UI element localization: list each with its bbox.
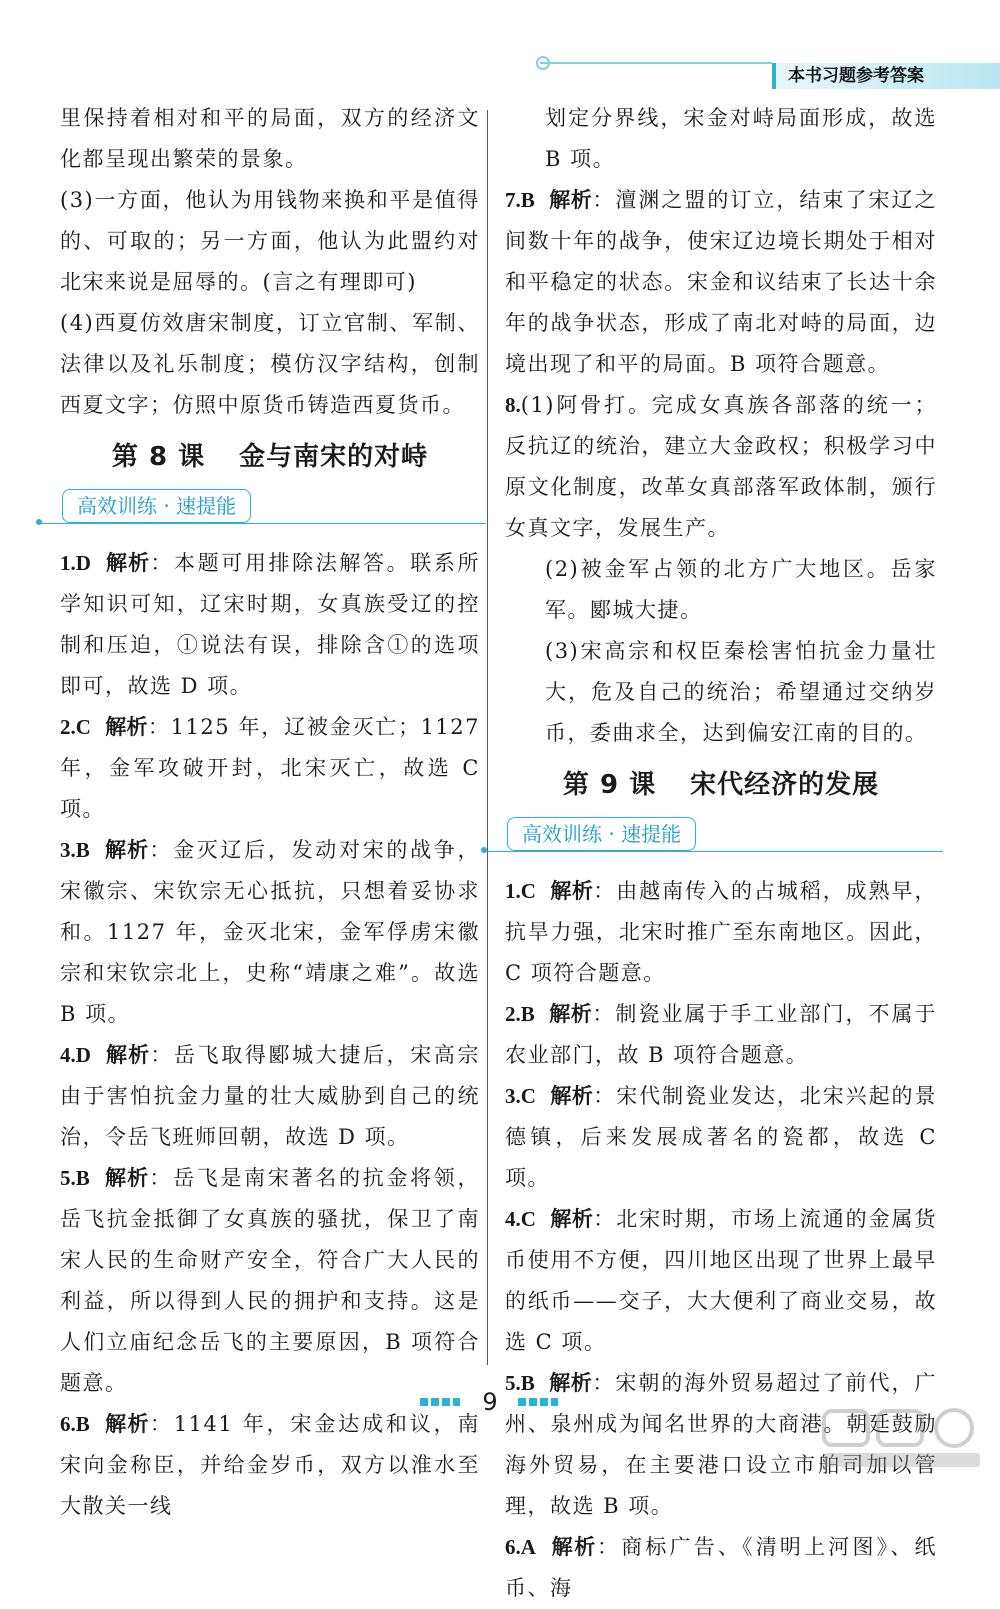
section-tag-dot: [481, 847, 487, 853]
answer-item: [60, 830, 480, 1035]
answer-item: [60, 543, 480, 707]
answer-text: ：岳飞是南宋著名的抗金将领，岳飞抗金抵御了女真族的骚扰，保卫了南宋人民的生命财产安全，符合广大人民的利益，所以得到人民的拥护和支持。这是人们立庙纪念岳飞的主要原因，B 项符合题意。: [60, 1166, 481, 1395]
answer-label: 解析: [549, 1207, 594, 1231]
right-continuation: 划定分界线，宋金对峙局面形成，故选 B 项。: [545, 106, 937, 171]
header-tag: 本书习题参考答案: [772, 63, 1000, 89]
answer-label: 解析: [103, 1166, 150, 1190]
answer-text: (1)阿骨打。完成女真族各部落的统一；反抗辽的统治，建立大金政权；积极学习中原文化制度，改革女真部落军政体制，颁行女真文字，发展生产。: [505, 393, 937, 540]
answer-number: 2.B: [505, 1002, 535, 1026]
answer-label: 解析: [548, 1371, 593, 1395]
answer-number: 3.C: [505, 1084, 536, 1108]
section-tag-label: 高效训练 · 速提能: [507, 817, 696, 851]
answer-8-part-2: (2)被金军占领的北方广大地区。岳家军。郾城大捷。: [545, 557, 937, 622]
answer-item: [60, 1404, 480, 1527]
answer-item: [505, 1199, 937, 1363]
answer-number: 6.A: [505, 1535, 536, 1559]
answer-text: ：岳飞取得郾城大捷后，宋高宗由于害怕抗金力量的壮大威胁到自己的统治，令岳飞班师回朝，故选 D 项。: [60, 1043, 480, 1149]
answer-label: 解析: [104, 551, 151, 575]
answer-label: 解析: [548, 188, 593, 212]
header-decor-line: [540, 62, 772, 64]
section-tag-lesson-8: [60, 489, 480, 529]
answer-item: [60, 1158, 480, 1404]
answer-label: 解析: [103, 1412, 150, 1436]
answer-text: ：1141 年，宋金达成和议，南宋向金称臣，并给金岁币，双方以淮水至大散关一线: [60, 1412, 481, 1518]
answer-text: ：北宋时期，市场上流通的金属货币使用不方便，四川地区出现了世界上最早的纸币——交子，大大便利了商业交易，故选 C 项。: [505, 1207, 938, 1354]
answer-number: 4.C: [505, 1207, 536, 1231]
left-column: [60, 98, 480, 1527]
answer-text: ：1125 年，辽被金灭亡；1127 年，金军攻破开封，北宋灭亡，故选 C 项。: [60, 715, 481, 821]
section-tag-label: 高效训练 · 速提能: [62, 489, 251, 523]
lesson-8-number: 第 8 课: [111, 442, 206, 472]
answer-item: [505, 1527, 937, 1609]
answer-item: [60, 1035, 480, 1158]
answer-number: 8.: [505, 393, 521, 417]
answer-label: 解析: [549, 879, 594, 903]
answer-item: [505, 871, 937, 994]
answer-label: 解析: [104, 1043, 151, 1067]
lesson-9-title: [505, 764, 937, 801]
answer-number: 4.D: [60, 1043, 91, 1067]
answer-number: 7.B: [505, 188, 535, 212]
answer-8-part-3: (3)宋高宗和权臣秦桧害怕抗金力量壮大，危及自己的统治；希望通过交纳岁币，委曲求全，达到偏安江南的目的。: [545, 639, 937, 745]
answer-label: 解析: [548, 1002, 593, 1026]
left-continuation-3: (4)西夏仿效唐宋制度，订立官制、军制、法律以及礼乐制度；模仿汉字结构，创制西夏文字；仿照中原货币铸造西夏货币。: [60, 311, 480, 417]
answer-item: [505, 1076, 937, 1199]
section-tag-dot: [36, 519, 42, 525]
lesson-9-number: 第 9 课: [562, 770, 657, 800]
answer-number: 1.D: [60, 551, 91, 575]
answer-number: 5.B: [60, 1166, 90, 1190]
lesson-8-name: 金与南宋的对峙: [239, 442, 429, 472]
answer-label: 解析: [103, 838, 150, 862]
answer-item: [505, 994, 937, 1076]
section-tag-line: [485, 851, 943, 852]
answer-number: 2.C: [60, 715, 91, 739]
answer-label: 解析: [104, 715, 148, 739]
answer-label: 解析: [549, 1535, 597, 1559]
answer-item: [505, 385, 937, 549]
left-continuation-1: 里保持着相对和平的局面，双方的经济文化都呈现出繁荣的景象。: [60, 106, 480, 171]
answer-item: [60, 707, 480, 830]
answer-number: 5.B: [505, 1371, 535, 1395]
answer-text: ：商标广告、《清明上河图》、纸币、海: [505, 1535, 938, 1600]
watermark-logo-icon: [818, 1405, 986, 1473]
answer-text: ：由越南传入的占城稻，成熟早，抗旱力强，北宋时推广至东南地区。因此，C 项符合题意。: [505, 879, 938, 985]
answer-text: ：澶渊之盟的订立，结束了宋辽之间数十年的战争，使宋辽边境长期处于相对和平稳定的状态。宋金和议结束了长达十余年的战争状态，形成了南北对峙的局面，边境出现了和平的局面。B 项符合题意。: [505, 188, 938, 376]
answer-item: [505, 180, 937, 385]
column-divider: [487, 110, 488, 1365]
lesson-9-name: 宋代经济的发展: [690, 770, 880, 800]
answer-number: 3.B: [60, 838, 90, 862]
left-continuation-2: (3)一方面，他认为用钱物来换和平是值得的、可取的；另一方面，他认为此盟约对北宋来说是屈辱的。(言之有理即可): [60, 188, 480, 294]
answer-text: ：宋朝的海外贸易超过了前代，广州、泉州成为闻名世界的大商港。朝廷鼓励海外贸易，在主要港口设立市舶司加以管理，故选 B 项。: [505, 1371, 938, 1518]
answer-text: ：本题可用排除法解答。联系所学知识可知，辽宋时期，女真族受辽的控制和压迫，①说法有误，排除含①的选项即可，故选 D 项。: [60, 551, 480, 698]
answer-text: ：制瓷业属于手工业部门，不属于农业部门，故 B 项符合题意。: [505, 1002, 938, 1067]
answer-text: ：宋代制瓷业发达，北宋兴起的景德镇，后来发展成著名的瓷都，故选 C 项。: [505, 1084, 938, 1190]
lesson-8-title: [60, 436, 480, 473]
page-number: 9: [482, 1388, 498, 1416]
footer-decor-right: [518, 1398, 558, 1406]
footer-decor-left: [420, 1398, 460, 1406]
answer-number: 6.B: [60, 1412, 90, 1436]
answer-label: 解析: [549, 1084, 594, 1108]
section-tag-lesson-9: [505, 817, 937, 857]
answer-number: 1.C: [505, 879, 536, 903]
section-tag-line: [40, 523, 486, 524]
right-column: [505, 98, 937, 1609]
answer-text: ：金灭辽后，发动对宋的战争，宋徽宗、宋钦宗无心抵抗，只想着妥协求和。1127 年，金灭北宋，金军俘虏宋徽宗和宋钦宗北上，史称“靖康之难”。故选 B 项。: [60, 838, 481, 1026]
